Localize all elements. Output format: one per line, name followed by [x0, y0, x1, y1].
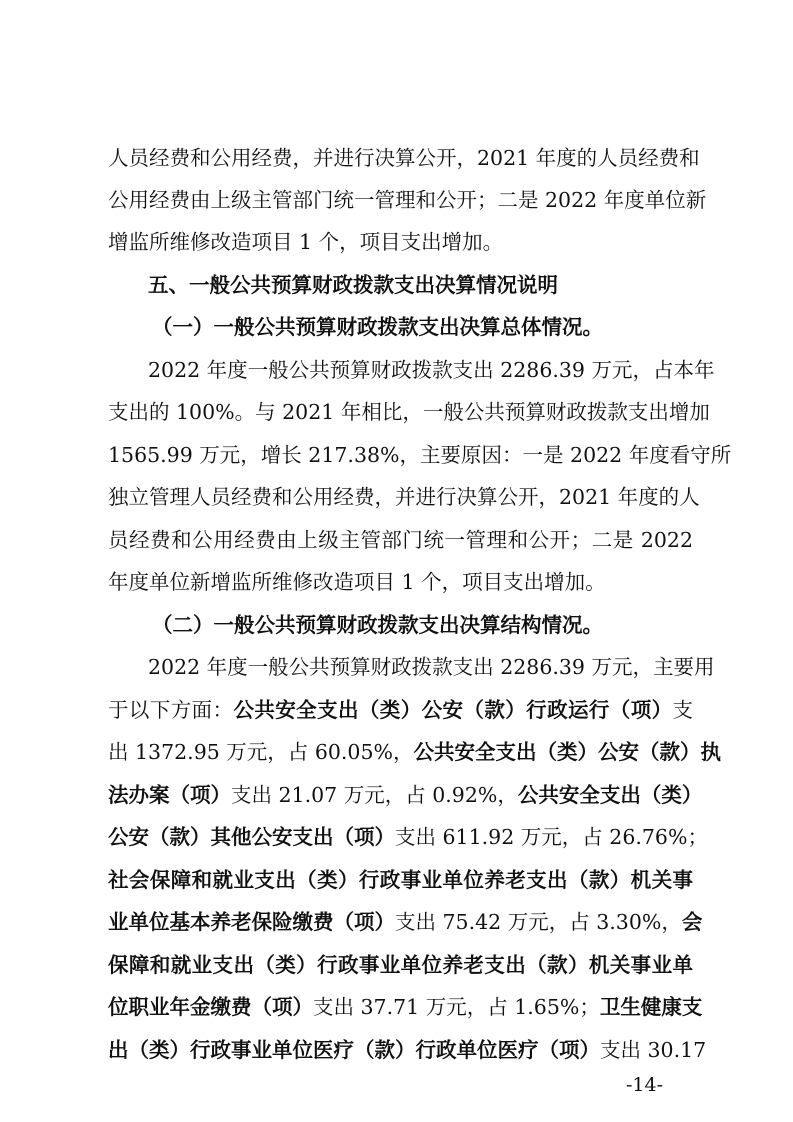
- text-line: 独立管理人员经费和公用经费，并进行决算公开，2021 年度的人: [108, 485, 700, 509]
- text-run: 于以下方面：: [108, 698, 234, 722]
- text-run: 出 1372.95 万元，占 60.05%，: [108, 740, 414, 764]
- bold-text-run: 卫生健康支: [599, 995, 703, 1019]
- text-line: [108, 695, 693, 725]
- text-line: 年度单位新增监所维修改造项目 1 个，项目支出增加。: [108, 570, 606, 594]
- text-line: 1565.99 万元，增长 217.38%，主要原因：一是 2022 年度看守所: [108, 443, 732, 467]
- bold-text-run: 公安（款）其他公安支出（项）: [108, 825, 395, 849]
- text-line: [108, 822, 708, 852]
- text-line: 人员经费和公用经费，并进行决算公开，2021 年度的人员经费和: [108, 146, 700, 170]
- subsection-heading: （二）一般公共预算财政拨款支出决算结构情况。: [152, 613, 603, 637]
- text-run: 支出 75.42 万元，占 3.30%，: [395, 910, 682, 934]
- text-line: [108, 992, 703, 1022]
- subsection-heading: （一）一般公共预算财政拨款支出决算总体情况。: [152, 315, 603, 339]
- text-run: 支出 30.17: [600, 1038, 707, 1062]
- text-line: 员经费和公用经费由上级主管部门统一管理和公开；二是 2022: [108, 528, 693, 552]
- bold-text-run: 位职业年金缴费（项）: [108, 995, 313, 1019]
- text-run: 支出 611.92 万元，占 26.76%；: [395, 825, 708, 849]
- page-number: -14-: [626, 1074, 664, 1096]
- bold-text-run: 出（类）行政事业单位医疗（款）行政单位医疗（项）: [108, 1038, 600, 1062]
- text-line: 2022 年度一般公共预算财政拨款支出 2286.39 万元，占本年: [148, 358, 715, 382]
- text-line: [108, 737, 721, 767]
- text-run: 支出 21.07 万元，占 0.92%，: [231, 783, 518, 807]
- bold-text-run: 公共安全支出（类）公安（款）行政运行（项）: [233, 698, 673, 722]
- text-run: 支出 37.71 万元，占 1.65%；: [313, 995, 600, 1019]
- text-line: 增监所维修改造项目 1 个，项目支出增加。: [108, 230, 504, 254]
- text-line: 公用经费由上级主管部门统一管理和公开；二是 2022 年度单位新: [108, 188, 707, 212]
- text-line: [108, 907, 703, 937]
- bold-text-run: 法办案（项）: [108, 783, 231, 807]
- bold-text-run: 会: [681, 910, 703, 934]
- text-line: 支出的 100%。与 2021 年相比，一般公共预算财政拨款支出增加: [108, 400, 710, 424]
- bold-text-run: 业单位基本养老保险缴费（项）: [108, 910, 395, 934]
- bold-text-line: 社会保障和就业支出（类）行政事业单位养老支出（款）机关事: [108, 868, 693, 892]
- text-run: 支: [672, 698, 694, 722]
- text-line: [108, 1035, 707, 1065]
- section-heading: 五、一般公共预算财政拨款支出决算情况说明: [148, 273, 558, 297]
- bold-text-line: 保障和就业支出（类）行政事业单位养老支出（款）机关事业单: [108, 953, 693, 977]
- text-line: 2022 年度一般公共预算财政拨款支出 2286.39 万元，主要用: [148, 655, 715, 679]
- bold-text-run: 公共安全支出（类）公安（款）执: [413, 740, 721, 764]
- text-line: [108, 780, 703, 810]
- bold-text-run: 公共安全支出（类）: [517, 783, 703, 807]
